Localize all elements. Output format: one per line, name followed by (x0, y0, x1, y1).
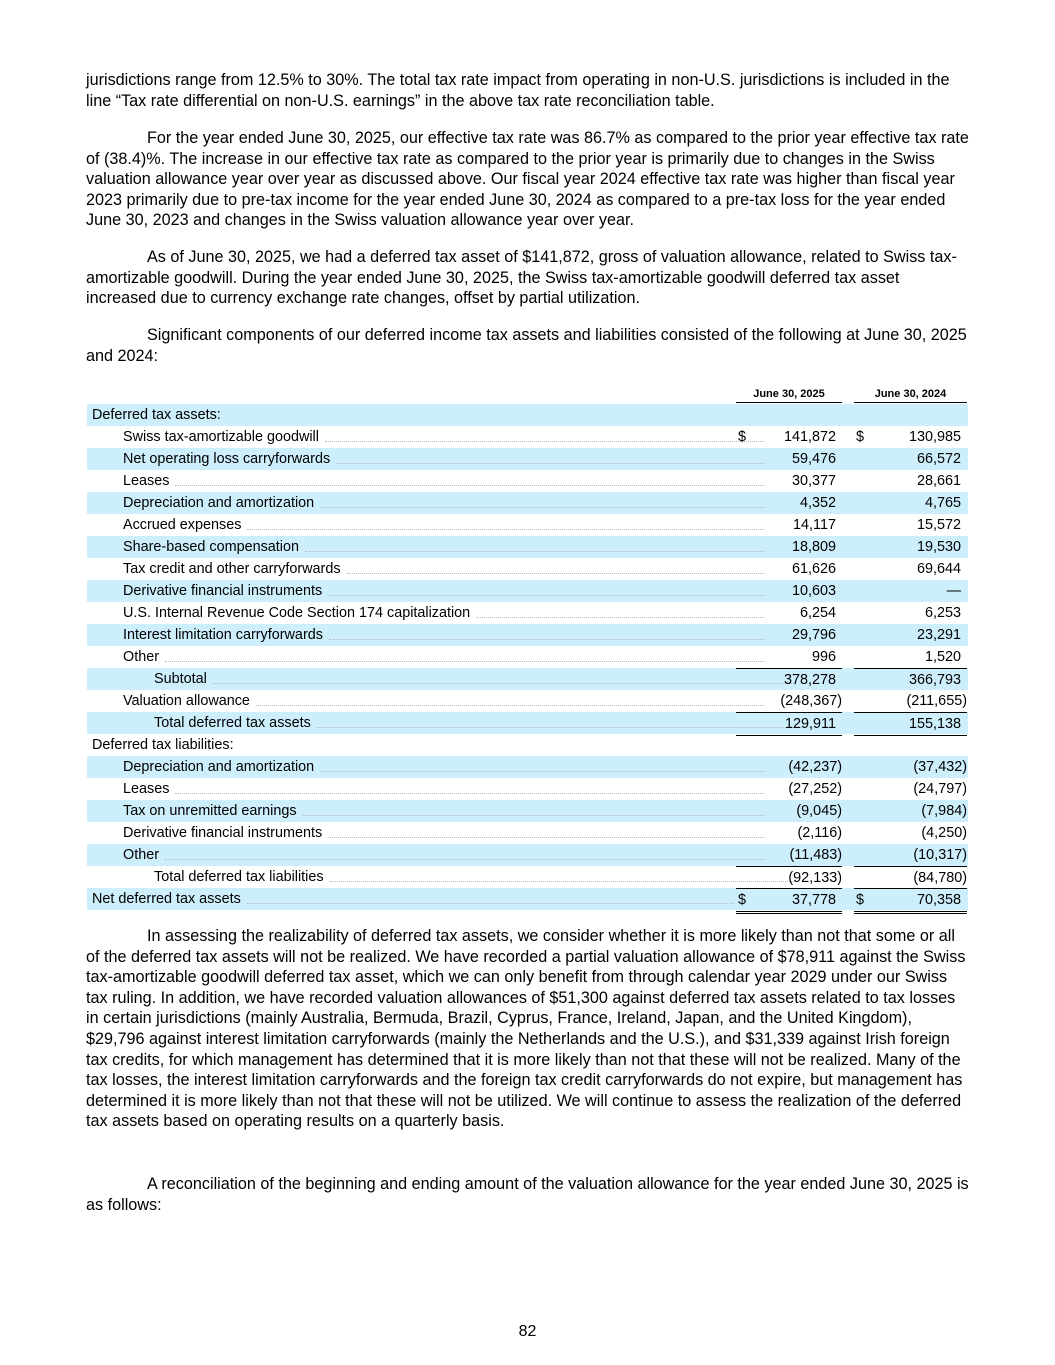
table-row (87, 602, 968, 624)
value-2024-cell (854, 690, 967, 712)
value-2024: 23,291 (916, 627, 961, 643)
value-2025: (248,367) (780, 693, 842, 709)
dot-leader (305, 551, 765, 552)
dot-leader (320, 771, 765, 772)
dot-leader (247, 529, 765, 530)
table-row (87, 580, 968, 602)
dot-leader (328, 595, 765, 596)
value-2024: (84,780) (913, 870, 967, 886)
dot-leader (325, 441, 765, 442)
value-2024-cell (854, 624, 967, 646)
value-2025: 61,626 (791, 561, 836, 577)
value-2025: (11,483) (789, 847, 842, 863)
table-row (87, 756, 968, 778)
row-label-cell (87, 844, 767, 866)
row-label: Net operating loss carryforwards (123, 451, 331, 467)
dot-leader (165, 859, 765, 860)
value-2025: 4,352 (799, 495, 836, 511)
value-2024-cell (854, 426, 967, 448)
row-label: Tax credit and other carryforwards (123, 561, 341, 577)
row-label: Net deferred tax assets (92, 891, 241, 907)
table-row (87, 514, 968, 536)
table-row (87, 536, 968, 558)
value-2025-cell (736, 646, 842, 668)
table-section-header (87, 404, 968, 426)
row-label-cell (87, 778, 767, 800)
value-2024: 28,661 (916, 473, 961, 489)
row-label-cell (87, 536, 767, 558)
row-label-cell (87, 448, 767, 470)
table-body (87, 404, 968, 910)
value-2024-cell (854, 844, 967, 866)
row-label-cell (87, 690, 767, 712)
row-label: Derivative financial instruments (123, 583, 323, 599)
dot-leader (330, 881, 796, 882)
currency-symbol: $ (738, 429, 747, 445)
value-2025-cell (736, 602, 842, 624)
value-2024-cell (854, 470, 967, 492)
dot-leader (256, 705, 765, 706)
value-2025-cell (736, 404, 842, 426)
value-2025: 18,809 (791, 539, 836, 555)
value-2025: 14,117 (793, 517, 836, 533)
value-2024-cell (854, 602, 967, 624)
row-label: Other (123, 649, 159, 665)
dot-leader (347, 573, 765, 574)
row-label: Deferred tax liabilities: (92, 737, 234, 753)
row-label: Subtotal (154, 671, 207, 687)
value-2025-cell (736, 514, 842, 536)
value-2025-cell (736, 624, 842, 646)
value-2024: 70,358 (916, 892, 961, 908)
value-2025: (9,045) (796, 803, 842, 819)
value-2024: (211,655) (906, 693, 967, 709)
value-2024-cell (854, 536, 967, 558)
row-label: Swiss tax-amortizable goodwill (123, 429, 319, 445)
value-2024: 4,765 (924, 495, 961, 511)
row-label: Total deferred tax assets (154, 715, 311, 731)
row-label-cell (87, 580, 767, 602)
row-label-cell (87, 800, 767, 822)
row-label-cell (87, 404, 736, 426)
row-label-cell (87, 756, 767, 778)
value-2025-cell (736, 822, 842, 844)
value-2025-cell (736, 888, 842, 914)
table-row (87, 448, 968, 470)
table-row (87, 492, 968, 514)
value-2025-cell (736, 756, 842, 778)
value-2025-cell (736, 492, 842, 514)
page-number: 82 (518, 1323, 537, 1340)
value-2025-cell (736, 734, 842, 756)
table-row (87, 426, 968, 448)
value-2024: 6,253 (924, 605, 961, 621)
dot-leader (213, 683, 796, 684)
currency-symbol: $ (738, 892, 747, 908)
value-2024: 366,793 (908, 672, 961, 688)
value-2024-cell (854, 712, 967, 736)
table-row (87, 844, 968, 866)
value-2024: 66,572 (916, 451, 961, 467)
value-2025: 30,377 (791, 473, 836, 489)
value-2025-cell (736, 866, 842, 889)
value-2025-cell (736, 448, 842, 470)
value-2024-cell (854, 514, 967, 536)
table-header-row (87, 384, 968, 404)
table-row (87, 470, 968, 492)
value-2024-cell (854, 866, 967, 889)
value-2025: (92,133) (788, 870, 842, 886)
value-2024-cell (854, 492, 967, 514)
value-2025-cell (736, 778, 842, 800)
value-2024-cell (854, 888, 967, 914)
value-2025: (2,116) (797, 825, 842, 841)
value-2025: 37,778 (791, 892, 836, 908)
table-row (87, 800, 968, 822)
value-2025: 996 (811, 649, 836, 665)
table-row (87, 778, 968, 800)
dot-leader (175, 485, 765, 486)
row-label: Total deferred tax liabilities (154, 869, 324, 885)
paragraph-swiss-goodwill: As of June 30, 2025, we had a deferred tax asset of $141,872, gross of valuation allowance, related to Swiss tax-amortizable goodwill. During the year ended June 30, 2025, the Swiss tax-amortizable goodwill deferred tax asset increased due to currency exchange rate changes, offset by partial utilization. (86, 248, 957, 308)
value-2024-cell (854, 580, 967, 602)
dot-leader (175, 793, 765, 794)
row-label: U.S. Internal Revenue Code Section 174 capitalization (123, 605, 471, 621)
value-2025-cell (736, 558, 842, 580)
value-2024-cell (854, 558, 967, 580)
dot-leader (320, 507, 765, 508)
value-2025-cell (736, 470, 842, 492)
value-2024: 19,530 (916, 539, 961, 555)
row-label-cell (87, 734, 736, 756)
value-2025: (27,252) (788, 781, 842, 797)
value-2025: 378,278 (783, 672, 836, 688)
row-label: Accrued expenses (123, 517, 242, 533)
value-2025: 141,872 (783, 429, 836, 445)
row-label-cell (87, 646, 767, 668)
column-header-2024: June 30, 2024 (854, 388, 967, 403)
value-2024: (4,250) (921, 825, 967, 841)
row-label: Leases (123, 473, 170, 489)
value-2024: 69,644 (916, 561, 961, 577)
value-2024: 15,572 (916, 517, 961, 533)
value-2024-cell (854, 734, 967, 756)
value-2024-cell (854, 778, 967, 800)
table-row (87, 668, 968, 690)
table-row (87, 624, 968, 646)
value-2025-cell (736, 426, 842, 448)
dot-leader (165, 661, 765, 662)
value-2025: 29,796 (791, 627, 836, 643)
dot-leader (303, 815, 765, 816)
row-label: Derivative financial instruments (123, 825, 323, 841)
row-label-cell (87, 624, 767, 646)
value-2025-cell (736, 800, 842, 822)
value-2024-cell (854, 646, 967, 668)
currency-symbol: $ (856, 429, 865, 445)
table-row (87, 822, 968, 844)
value-2025-cell (736, 580, 842, 602)
dot-leader (476, 617, 765, 618)
dot-leader (329, 639, 765, 640)
row-label-cell (87, 822, 767, 844)
row-label: Leases (123, 781, 170, 797)
row-label: Tax on unremitted earnings (123, 803, 297, 819)
row-label-cell (87, 470, 767, 492)
paragraph-reconciliation-intro: A reconciliation of the beginning and ending amount of the valuation allowance for the year ended June 30, 2025 is as follows: (86, 1175, 969, 1214)
table-row (87, 690, 968, 712)
row-label: Deferred tax assets: (92, 407, 221, 423)
table-row (87, 558, 968, 580)
dot-leader (328, 837, 765, 838)
value-2025: 10,603 (791, 583, 836, 599)
value-2024-cell (854, 800, 967, 822)
row-label: Depreciation and amortization (123, 495, 315, 511)
value-2024: (10,317) (913, 847, 967, 863)
column-header-2025: June 30, 2025 (736, 388, 842, 403)
row-label-cell (87, 888, 736, 910)
value-2024: (7,984) (921, 803, 967, 819)
deferred-tax-table (87, 384, 968, 910)
table-section-header (87, 734, 968, 756)
value-2024: (24,797) (913, 781, 967, 797)
row-label: Interest limitation carryforwards (123, 627, 323, 643)
value-2024-cell (854, 448, 967, 470)
value-2025-cell (736, 712, 842, 736)
value-2025-cell (736, 536, 842, 558)
row-label-cell (87, 426, 767, 448)
row-label-cell (87, 514, 767, 536)
value-2025: (42,237) (788, 759, 842, 775)
dot-leader (336, 463, 765, 464)
value-2025-cell (736, 844, 842, 866)
table-row (87, 646, 968, 668)
paragraph-table-intro: Significant components of our deferred income tax assets and liabilities consisted of the following at June 30, 2025 and 2024: (86, 326, 967, 365)
dot-leader (317, 727, 796, 728)
value-2024-cell (854, 668, 967, 691)
value-2025: 59,476 (791, 451, 836, 467)
value-2025: 6,254 (799, 605, 836, 621)
row-label: Share-based compensation (123, 539, 299, 555)
table-row (87, 866, 968, 888)
row-label: Other (123, 847, 159, 863)
value-2024-cell (854, 404, 967, 426)
paragraph-effective-tax-rate: For the year ended June 30, 2025, our effective tax rate was 86.7% as compared to the prior year effective tax rate of (38.4)%. The increase in our effective tax rate as compared to the prior year is primarily due to changes in the Swiss valuation allowance year over year as discussed above. Our fiscal year 2024 effective tax rate was higher than fiscal year 2023 primarily due to pre-tax income for the year ended June 30, 2024 as compared to a pre-tax loss for the year ended June 30, 2023 and changes in the Swiss valuation allowance year over year. (86, 129, 969, 230)
value-2024-cell (854, 756, 967, 778)
row-label-cell (87, 866, 798, 888)
dot-leader (247, 903, 734, 904)
value-2025-cell (736, 668, 842, 691)
row-label-cell (87, 602, 767, 624)
row-label-cell (87, 492, 767, 514)
paragraph-realizability: In assessing the realizability of deferred tax assets, we consider whether it is more likely than not that some or all of the deferred tax assets will not be realized. We have recorded a partial valuation allowance of $78,911 against the Swiss tax-amortizable goodwill deferred tax asset, which we can only benefit from through calendar year 2029 under our Swiss tax ruling. In addition, we have recorded valuation allowances of $51,300 against deferred tax assets related to tax losses in certain jurisdictions (mainly Australia, Bermuda, Brazil, Cyprus, France, Ireland, Japan, and the United Kingdom), $29,796 against interest limitation carryforwards (mainly the Netherlands and the U.S.), and $31,339 against Irish foreign tax credits, for which management has determined that it is more likely than not that these will not be realized. Many of the tax losses, the interest limitation carryforwards and the foreign tax credit carryforwards do not expire, but management has determined it is more likely than not that these will not be utilized. We will continue to assess the realization of the deferred tax assets based on operating results on a quarterly basis. (86, 927, 966, 1131)
paragraph-foreign-jurisdictions: jurisdictions range from 12.5% to 30%. The total tax rate impact from operating in non-U.S. jurisdictions is included in the line “Tax rate differential on non-U.S. earnings” in the above tax rate reconciliation table. (86, 71, 950, 110)
table-row (87, 888, 968, 910)
value-2024: (37,432) (913, 759, 967, 775)
value-2024: 130,985 (908, 429, 961, 445)
currency-symbol: $ (856, 892, 865, 908)
value-2024-cell (854, 822, 967, 844)
table-row (87, 712, 968, 734)
row-label-cell (87, 668, 798, 690)
row-label: Valuation allowance (123, 693, 250, 709)
value-2025: 129,911 (785, 716, 836, 732)
value-2025-cell (736, 690, 842, 712)
value-2024: 155,138 (908, 716, 961, 732)
value-2024: — (946, 583, 961, 599)
row-label: Depreciation and amortization (123, 759, 315, 775)
row-label-cell (87, 558, 767, 580)
row-label-cell (87, 712, 798, 734)
value-2024: 1,520 (924, 649, 961, 665)
